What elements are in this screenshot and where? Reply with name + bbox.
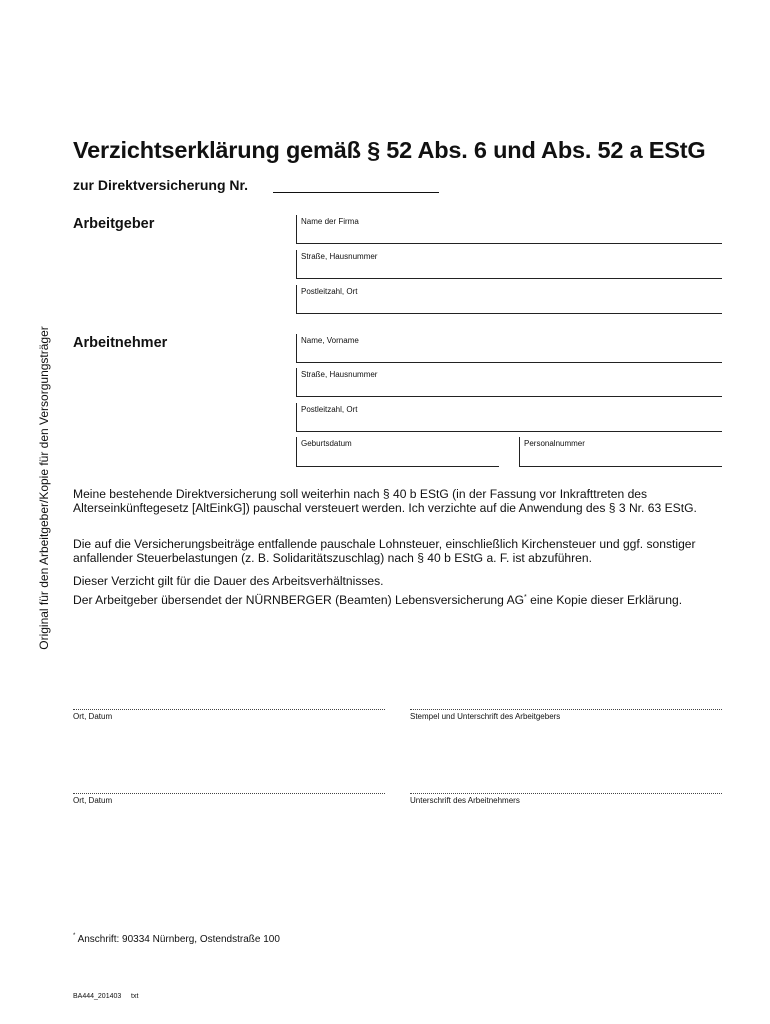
- employer-company-label: Name der Firma: [301, 217, 359, 226]
- employee-signature-label: Unterschrift des Arbeitnehmers: [410, 796, 520, 805]
- document-title: Verzichtserklärung gemäß § 52 Abs. 6 und Abs. 52 a EStG: [73, 137, 706, 163]
- employee-city-field[interactable]: [296, 403, 722, 432]
- employee-street-field[interactable]: [296, 368, 722, 397]
- paragraph-tax: Die auf die Versicherungsbeiträge entfallende pauschale Lohnsteuer, einschließlich Kirchensteuer und ggf. sonstiger anfallender Steuerbelastungen (z. B. Solidaritätszuschlag) nach § 40 b EStG a. F. ist abzuführen.: [73, 537, 696, 565]
- employee-name-field[interactable]: [296, 334, 722, 363]
- employee-personnel-number-field[interactable]: [519, 437, 722, 467]
- place-date-line-employee[interactable]: [73, 793, 385, 794]
- form-code: BA444_201403 txt: [73, 993, 139, 1000]
- footnote-address: Anschrift: 90334 Nürnberg, Ostendstraße 100: [75, 934, 280, 945]
- employer-city-label: Postleitzahl, Ort: [301, 287, 358, 296]
- employer-street-label: Straße, Hausnummer: [301, 252, 378, 261]
- employee-heading: Arbeitnehmer: [73, 335, 168, 351]
- place-date-line-employer[interactable]: [73, 709, 385, 710]
- copy-designation: Original für den Arbeitgeber/Kopie für den Versorgungsträger: [37, 326, 51, 650]
- paragraph-copy-text: Der Arbeitgeber übersendet der NÜRNBERGER (Beamten) Lebensversicherung AG: [73, 593, 525, 607]
- paragraph-duration: Dieser Verzicht gilt für die Dauer des Arbeitsverhältnisses.: [73, 574, 384, 588]
- place-date-label-employer: Ort, Datum: [73, 712, 113, 721]
- employer-company-field[interactable]: [296, 215, 722, 244]
- employer-street-field[interactable]: [296, 250, 722, 279]
- paragraph-copy-text-end: eine Kopie dieser Erklärung.: [526, 593, 683, 607]
- employer-city-field[interactable]: [296, 285, 722, 314]
- employee-birthdate-field[interactable]: [296, 437, 499, 467]
- paragraph-waiver: Meine bestehende Direktversicherung soll weiterhin nach § 40 b EStG (in der Fassung vor Inkrafttreten des Alterseinkünftegesetz [AltEinkG]) pauschal versteuert werden. Ich verzichte auf die Anwendung des § 3 Nr. 63 EStG.: [73, 487, 697, 515]
- place-date-label-employee: Ort, Datum: [73, 796, 113, 805]
- employer-signature-label: Stempel und Unterschrift des Arbeitgebers: [410, 712, 561, 721]
- policy-number-field[interactable]: [273, 192, 439, 193]
- footnote: [73, 934, 280, 945]
- footnote-mark: *: [73, 933, 76, 939]
- footnote-marker: *: [524, 594, 527, 601]
- employee-birthdate-label: Geburtsdatum: [301, 439, 352, 448]
- employer-heading: Arbeitgeber: [73, 216, 155, 232]
- employee-signature-line[interactable]: [410, 793, 722, 794]
- employee-city-label: Postleitzahl, Ort: [301, 405, 358, 414]
- paragraph-copy: [73, 593, 703, 607]
- policy-number-label: zur Direktversicherung Nr.: [73, 177, 249, 193]
- employer-signature-line[interactable]: [410, 709, 722, 710]
- employee-name-label: Name, Vorname: [301, 336, 359, 345]
- employee-street-label: Straße, Hausnummer: [301, 370, 378, 379]
- employee-personnel-number-label: Personalnummer: [524, 439, 585, 448]
